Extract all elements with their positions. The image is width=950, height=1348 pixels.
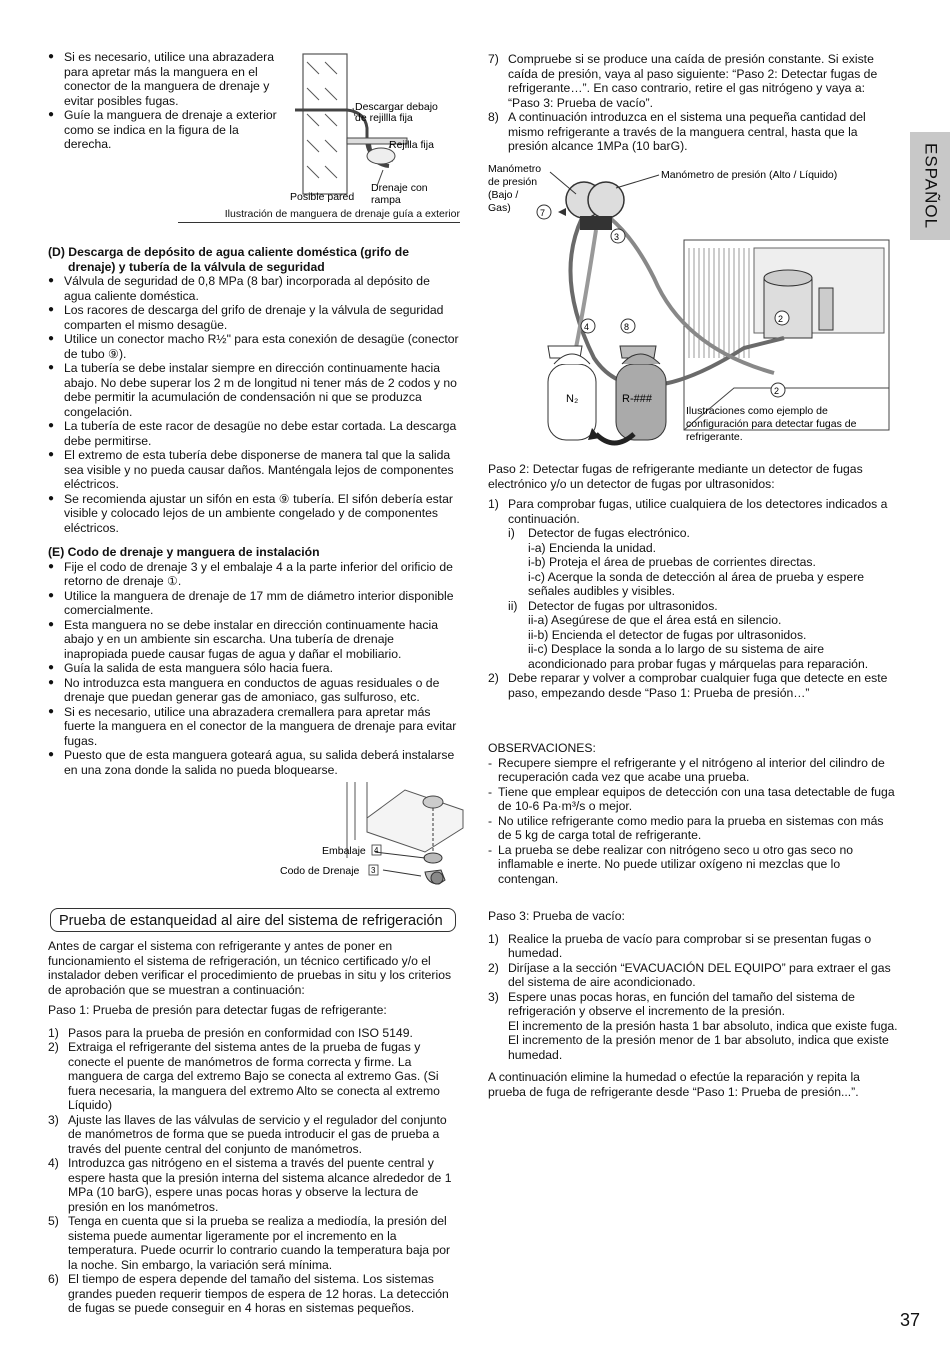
svg-text:configuración para detectar fu: configuración para detectar fugas de [686,418,857,430]
step2-iic: ii-c) Desplace la sonda a lo largo de su sistema de aire acondicionado para probar fugas y márquelas para reparación. [528,642,869,671]
svg-text:3: 3 [371,866,376,875]
list-item: ● La tubería se debe instalar siempre en dirección continuamente hacia abajo. No debe superar los 2 m de longitud ni tener más de 2 codos y no debe permitir la acumulación de condensación ni que se produzca congelación. [48,361,460,419]
step1-item: 8) A continuación introduzca en el sistema una pequeña cantidad del mismo refrigerante a través de la manguera central, hasta que la presión alcance 1MPa (10 barG). [488,110,866,153]
svg-text:Ilustraciones como ejemplo de: Ilustraciones como ejemplo de [686,405,828,417]
leak-test-intro: Antes de cargar el sistema con refrigerante y antes de poner en funcionamiento el sistema de refrigeración, un técnico certificado y/o el instalador deben verificar el procedimiento de pruebas in situ y los criterios de aprobación que se muestran a continuación: [48,939,452,997]
list-item: ● Los racores de descarga del grifo de drenaje y la válvula de seguridad comparten el mismo desagüe. [48,303,460,332]
step1-item: 4) Introduzca gas nitrógeno en el sistema a través del puente central y espere hasta que la presión interna del sistema alcance alrededor de 1 MPa (10 barG), espere unas pocas horas y observe la lectura de presión en los manómetros. [48,1156,452,1214]
svg-text:7: 7 [540,208,546,218]
svg-text:Manómetro: Manómetro [488,163,542,175]
label-high-gauge: Manómetro de presión (Alto / Líquido) [661,169,838,181]
svg-text:4: 4 [584,322,590,332]
step2 [488,462,900,700]
n2-label: N₂ [566,393,579,405]
step1-item: 3) Ajuste las llaves de las válvulas de servicio y el regulador del conjunto de manómetros de forma que se pueda introducir el gas de prueba a través del puente central del conjunto de manómetros. [48,1112,447,1156]
drain-figure-caption: Ilustración de manguera de drenaje guía a exterior [178,208,460,223]
svg-text:2: 2 [774,386,780,396]
label-elbow: Codo de Drenaje [280,865,360,877]
leak-test-body [48,939,460,1316]
svg-text:3: 3 [614,232,620,242]
list-item: ● Si es necesario, utilice una abrazadera para apretar más la manguera en el conector de la manguera de drenaje y evitar posibles fugas. [48,50,280,108]
step2-ib: i-b) Proteja el área de pruebas de corrientes directas. [528,555,816,569]
section-d-title-1: (D) Descarga de depósito de agua caliente doméstica (grifo de [48,245,409,259]
list-item: ● Puesto que de esta manguera goteará agua, su salida deberá instalarse en una zona donde la salida no pueda bloquearse. [48,748,460,777]
step1-item: 5) Tenga en cuenta que si la prueba se realiza a mediodía, la presión del sistema puede aumentar ligeramente por el incremento en la temperatura. Puede ocurrir lo contrario cuando la temperatura baja por la noche. Sin embargo, la variación será mínima. [48,1214,451,1272]
svg-text:(Bajo /: (Bajo / [488,189,519,201]
list-item: ● Válvula de seguridad de 0,8 MPa (8 bar) incorporada al depósito de agua caliente doméstica. [48,274,460,303]
top-left-bullets [48,50,280,152]
label-packing: Embalaje [322,845,366,857]
step2-item-2: 2) Debe reparar y volver a comprobar cualquier fuga que detecte en este paso, empezando desde “Paso 1: Prueba de presión…” [488,671,888,700]
step1-title: Paso 1: Prueba de presión para detectar fugas de refrigerante: [48,1003,387,1017]
drain-elbow-figure [275,780,465,898]
section-e-title: (E) Codo de drenaje y manguera de instalación [48,545,320,559]
svg-text:refrigerante.: refrigerante. [686,431,743,443]
obs-title: OBSERVACIONES: [488,741,596,755]
refrigerant-label: R-### [622,393,652,405]
step2-item-1: 1) Para comprobar fugas, utilice cualquiera de los detectores indicados a continuación. [488,497,888,526]
step2-ia: i-a) Encienda la unidad. [528,540,657,555]
svg-text:4: 4 [374,846,379,855]
leak-test-title: Prueba de estanqueidad al aire del sistema de refrigeración [50,908,456,932]
label-discharge-1: Descargar debajo [355,101,438,113]
list-item: ● Utilice un conector macho R½" para esta conexión de desagüe (conector de tubo ⑨). [48,332,460,361]
list-item: ● Se recomienda ajustar un sifón en esta ⑨ tubería. El sifón debería estar visible y colocado lejos de un ambiente congelado y de componentes eléctricos. [48,492,460,536]
step2-iib: ii-b) Encienda el detector de fugas por ultrasonidos. [528,627,807,642]
step3-title: Paso 3: Prueba de vacío: [488,909,625,923]
language-tab [910,132,950,240]
step3-note-1: El incremento de la presión hasta 1 bar absoluto, indica que existe fuga. [508,1018,898,1033]
step2-i: i) Detector de fugas electrónico. [508,526,690,540]
step3-item: 3) Espere unas pocas horas, en función del tamaño del sistema de refrigeración y observe el incremento de la presión. [488,989,855,1018]
step1-item: 7) Compruebe si se produce una caída de presión constante. Si existe caída de presión, vaya al paso siguiente: “Paso 2: Detectar fugas de refrigerante…”. En caso contrario, retire el gas nitrógeno y vaya a: “Paso 3: Prueba de vacío”. [488,52,878,110]
step3-item: 2) Diríjase a la sección “EVACUACIÓN DEL EQUIPO” para extraer el gas del sistema de aire acondicionado. [488,960,891,989]
list-item: ● Guía la salida de esta manguera sólo hacia fuera. [48,661,460,676]
list-item: ● Fije el codo de drenaje 3 y el embalaje 4 a la parte inferior del orificio de retorno de drenaje ①. [48,560,460,589]
step1-item: 2) Extraiga el refrigerante del sistema antes de la prueba de fugas y conecte el puente de manómetros de forma correcta y firme. La manguera de carga del extremo Bajo se conecta al extremo Gas. (Si fuera necesaria, la manguera del extremo Alto se conecta al extremo Líquido) [48,1040,440,1112]
right-items-7-8 [488,52,900,154]
step3 [488,909,900,1099]
page-number: 37 [900,1310,921,1330]
label-discharge-2: de rejillla fija [355,112,413,124]
list-item: - Recupere siempre el refrigerante y el nitrógeno al interior del cilindro de recuperación cada vez que acabe una prueba. [488,756,900,785]
leak-detection-figure [484,158,896,448]
list-item: ● El extremo de esta tubería debe disponerse de manera tal que la salida sea visible y no pueda causar daños. Manténgala lejos de componentes eléctricos. [48,448,460,492]
observations [488,741,900,886]
label-drain-2: rampa [371,194,401,206]
section-d [48,245,460,535]
step1-item: 1) Pasos para la prueba de presión en conformidad con ISO 5149. [48,1025,413,1040]
svg-text:8: 8 [624,322,630,332]
list-item: ● Guíe la manguera de drenaje a exterior como se indica en la figura de la derecha. [48,108,280,152]
list-item: - La prueba se debe realizar con nitrógeno seco u otro gas seco no inflamable e inerte. No puede utilizar oxígeno ni mezclas que lo contengan. [488,843,900,887]
list-item: - Tiene que emplear equipos de detección con una tasa detectable de fuga de 10-6 Pa·m³/s o mejor. [488,785,900,814]
step2-iia: ii-a) Asegúrese de que el área está en silencio. [528,613,782,627]
list-item: ● No introduzca esta manguera en conductos de aguas residuales o de drenaje que puedan generar gas de amoniaco, gas sulfuroso, etc. [48,676,460,705]
list-item: ● Utilice la manguera de drenaje de 17 mm de diámetro interior disponible comercialmente. [48,589,460,618]
step1-item: 6) El tiempo de espera depende del tamaño del sistema. Los sistemas grandes pueden requerir tiempos de espera de 12 horas. La detección de fugas se puede conseguir en 4 horas en sistemas pequeños. [48,1272,449,1315]
section-d-title-2: drenaje) y tubería de la válvula de seguridad [68,259,325,274]
label-grille: Rejilla fija [389,139,434,151]
label-drain-1: Drenaje con [371,182,428,194]
svg-text:2: 2 [778,314,784,324]
step3-item: 1) Realice la prueba de vacío para comprobar si se presentan fugas o humedad. [488,931,872,960]
language-tab-label: ESPAÑOL [921,142,941,230]
svg-text:de presión: de presión [488,176,538,188]
step3-note-2: El incremento de la presión menor de 1 bar absoluto, indica que existe humedad. [508,1033,889,1062]
list-item: ● Esta manguera no se debe instalar en dirección continuamente hacia abajo y en un ambiente sin escarcha. Una tubería de drenaje inapropiada puede causar fugas de agua y dañar el mobiliario. [48,618,460,662]
step2-title: Paso 2: Detectar fugas de refrigerante mediante un detector de fugas electrónico y/o un detector de fugas por ultrasonidos: [488,462,863,491]
list-item: ● La tubería de este racor de desagüe no debe estar cortada. La descarga debe permitirse. [48,419,460,448]
label-wall: Posible pared [290,191,355,203]
list-item: ● Si es necesario, utilice una abrazadera cremallera para apretar más fuerte la manguera en el conector de la manguera de drenaje para evitar fugas. [48,705,460,749]
step2-ii: ii) Detector de fugas por ultrasonidos. [508,598,718,613]
list-item: - No utilice refrigerante como medio para la prueba en sistemas con más de 5 kg de carga total de refrigerante. [488,814,900,843]
section-e [48,545,460,777]
final-note: A continuación elimine la humedad o efectúe la reparación y repita la prueba de fuga de refrigerante desde “Paso 1: Prueba de presión...”. [488,1070,860,1099]
step2-ic: i-c) Acerque la sonda de detección al área de prueba y espere señales audibles y visibles. [528,569,865,598]
drain-hose-figure [285,48,465,226]
svg-text:Gas): Gas) [488,202,511,214]
